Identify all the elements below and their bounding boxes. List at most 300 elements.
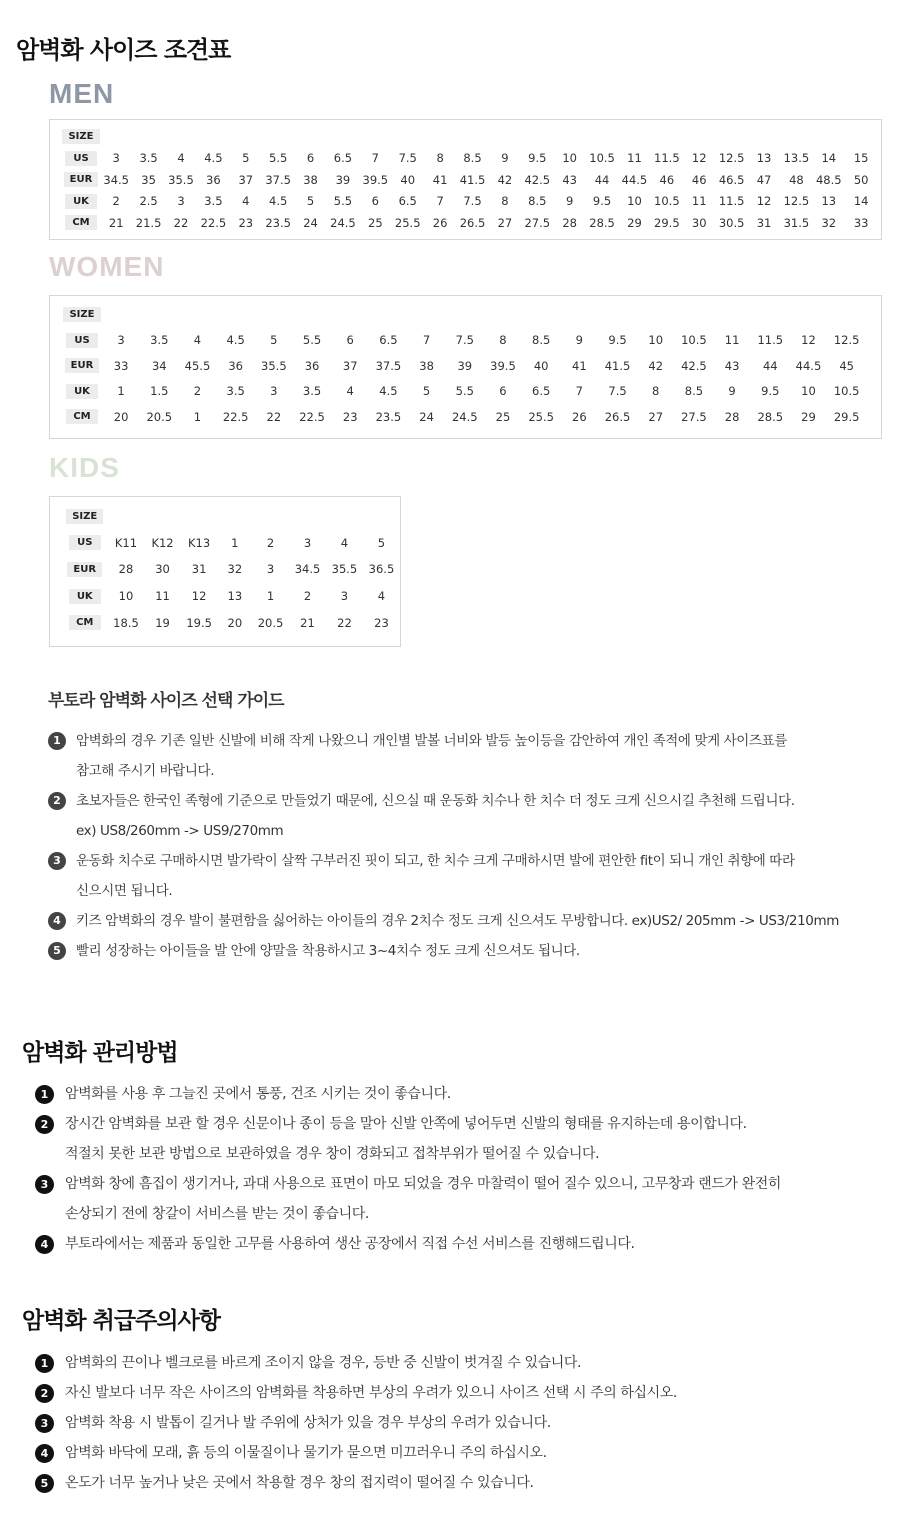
table-cell: 4 [377, 589, 386, 604]
table-cell: 3 [270, 384, 278, 399]
table-cell: 26 [572, 409, 587, 424]
table-cell: 12 [191, 589, 207, 604]
table-cell [715, 126, 747, 148]
table-cell: 46 [691, 172, 707, 187]
table-cell: 11 [724, 333, 740, 348]
table-cell: 8.5 [528, 194, 547, 209]
table-cell: K12 [151, 535, 174, 550]
table-cell: 2.5 [139, 194, 158, 209]
table-cell: 9 [566, 194, 574, 209]
table-cell: 19 [155, 615, 170, 630]
table-cell: 2 [112, 194, 120, 209]
table-cell: 3 [117, 333, 125, 348]
table-cell: 1 [231, 535, 239, 550]
table-cell: 45 [839, 358, 854, 373]
table-cell: 30 [155, 562, 170, 577]
row-label [62, 530, 108, 557]
size-guide-list [48, 726, 868, 966]
table-cell [446, 302, 484, 328]
table-cell: 23.5 [375, 409, 402, 424]
row-label [62, 126, 100, 148]
table-cell [751, 302, 789, 328]
table-cell: 35.5 [331, 562, 358, 577]
table-cell: 11 [627, 151, 642, 166]
table-cell: 28 [562, 215, 577, 230]
list-item [48, 846, 868, 876]
number-badge-icon: 1 [35, 1354, 54, 1373]
table-cell: 48.5 [815, 172, 842, 187]
table-cell: 3.5 [302, 384, 322, 399]
table-cell: 3.5 [150, 333, 169, 348]
table-cell: 7 [436, 194, 444, 209]
table-cell: 3 [266, 562, 275, 577]
table-cell [683, 126, 715, 148]
table-cell [713, 302, 751, 328]
table-cell: 7.5 [455, 333, 474, 348]
table-cell: 36 [206, 172, 221, 187]
table-row [62, 302, 866, 328]
table-cell: 24.5 [451, 409, 478, 424]
table-cell: K13 [188, 535, 211, 550]
table-cell: 30.5 [718, 215, 745, 230]
table-cell: 37 [238, 172, 254, 187]
table-cell: 30 [691, 215, 707, 230]
table-cell: 5.5 [455, 384, 474, 399]
table-cell: 47 [756, 172, 772, 187]
table-row [62, 609, 400, 636]
list-item-text: 암벽화 착용 시 발톱이 길거나 발 주위에 상처가 있을 경우 부상의 우려가 있습니다. [65, 1415, 551, 1431]
table-cell: 10 [562, 151, 577, 166]
table-cell: 42.5 [524, 172, 551, 187]
table-cell: 7.5 [398, 151, 417, 166]
table-cell: 24 [419, 409, 434, 424]
table-cell: 5 [306, 194, 315, 209]
table-cell: 8 [436, 151, 444, 166]
table-cell [102, 302, 140, 328]
table-cell: 5 [270, 333, 278, 348]
table-cell: 31 [191, 562, 207, 577]
table-cell [132, 126, 164, 148]
table-cell: 44 [762, 358, 778, 373]
list-item-text: 손상되기 전에 창갈이 서비스를 받는 것이 좋습니다. [65, 1206, 369, 1222]
table-cell: 12.5 [783, 194, 810, 209]
row-label [62, 212, 100, 234]
table-cell: 20 [227, 615, 243, 630]
list-item-text: 빨리 성장하는 아이들을 발 안에 양말을 착용하시고 3~4치수 정도 크게 신으셔도 됩니다. [76, 943, 580, 959]
table-cell [456, 126, 488, 148]
list-item [48, 816, 868, 846]
row-label [62, 302, 102, 328]
table-cell: 24 [303, 215, 318, 230]
list-item [35, 1169, 855, 1199]
table-cell: 28.5 [757, 409, 784, 424]
table-cell: K11 [114, 535, 138, 550]
table-cell [165, 126, 197, 148]
list-item-text: 장시간 암벽화를 보관 할 경우 신문이나 종이 등을 말아 신발 안쪽에 넣어두면 신발의 형태를 유지하는데 용이합니다. [65, 1116, 747, 1132]
table-cell: 37.5 [265, 172, 291, 187]
table-cell: 3 [340, 589, 349, 604]
row-label-text: US [66, 333, 98, 348]
list-item-text: 암벽화의 끈이나 벨크로를 바르게 조이지 않을 경우, 등반 중 신발이 벗겨질 수 있습니다. [65, 1355, 582, 1371]
table-cell: 44.5 [795, 358, 822, 373]
women-section-label: WOMEN [49, 251, 165, 282]
table-cell: 4 [177, 151, 185, 166]
table-cell [598, 302, 636, 328]
table-cell: 12 [801, 333, 816, 348]
table-cell: 7.5 [463, 194, 482, 209]
table-cell: 34 [151, 358, 167, 373]
table-cell: 3.5 [204, 194, 223, 209]
table-cell: 15 [853, 151, 869, 166]
row-label-text: US [69, 535, 101, 550]
row-label-text: EUR [67, 562, 102, 577]
table-cell [144, 503, 180, 530]
list-item [35, 1229, 855, 1259]
table-cell: 9.5 [608, 333, 627, 348]
table-cell: 34.5 [103, 172, 129, 187]
table-cell: 10.5 [681, 333, 707, 348]
table-cell: 41 [432, 172, 448, 187]
number-badge-icon: 3 [48, 852, 66, 870]
table-row [62, 353, 866, 379]
row-label [62, 148, 100, 170]
table-cell: 46.5 [718, 172, 745, 187]
table-cell: 4 [193, 333, 202, 348]
table-row [62, 212, 877, 234]
table-cell: 13.5 [783, 151, 810, 166]
table-cell: 10 [627, 194, 642, 209]
table-cell: 6.5 [532, 384, 551, 399]
row-label-text: CM [66, 409, 98, 424]
table-cell [252, 503, 289, 530]
table-cell: 7 [371, 151, 379, 166]
table-cell [780, 126, 812, 148]
table-cell: 41 [572, 358, 587, 373]
table-cell: 21 [300, 615, 315, 630]
table-cell: 18.5 [113, 615, 139, 630]
women-size-table [49, 295, 882, 439]
row-label [62, 404, 102, 430]
table-cell: 11.5 [757, 333, 784, 348]
list-item [35, 1408, 855, 1438]
table-cell: 32 [227, 562, 243, 577]
table-cell: 14 [821, 151, 837, 166]
table-cell [522, 302, 560, 328]
table-cell: 29.5 [654, 215, 680, 230]
list-item-text: 암벽화 창에 흠집이 생기거나, 과대 사용으로 표면이 마모 되었을 경우 마찰력이 떨어 질수 있으니, 고무창과 랜드가 완전히 [65, 1176, 781, 1192]
table-cell: 25 [495, 409, 511, 424]
row-label [62, 328, 102, 354]
table-cell: 10.5 [654, 194, 680, 209]
table-cell: 8 [652, 384, 660, 399]
table-cell [424, 126, 456, 148]
table-cell: 9.5 [761, 384, 780, 399]
table-cell: 3 [177, 194, 185, 209]
table-cell: 7.5 [608, 384, 627, 399]
caution-list [35, 1348, 855, 1498]
table-cell [618, 126, 650, 148]
table-row [62, 530, 400, 557]
table-cell: 7 [575, 384, 583, 399]
table-cell [217, 302, 255, 328]
table-cell: 20.5 [257, 615, 284, 630]
table-cell: 10.5 [833, 384, 860, 399]
number-badge-icon: 2 [35, 1115, 54, 1134]
care-list [35, 1079, 855, 1259]
table-cell: 40 [533, 358, 549, 373]
table-cell: 19.5 [186, 615, 212, 630]
kids-section-label: KIDS [49, 452, 120, 483]
table-cell: 36 [304, 358, 320, 373]
table-cell: 3.5 [226, 384, 245, 399]
table-cell: 10.5 [589, 151, 615, 166]
list-item-text: 암벽화 바닥에 모래, 흙 등의 이물질이나 물기가 묻으면 미끄러우니 주의 하십시오. [65, 1445, 547, 1461]
table-cell: 22 [266, 409, 282, 424]
table-cell: 23 [374, 615, 389, 630]
table-cell [178, 302, 216, 328]
table-cell: 20.5 [146, 409, 173, 424]
row-label-text: EUR [65, 358, 100, 373]
list-item-text: 온도가 너무 높거나 낮은 곳에서 착용할 경우 창의 접지력이 떨어질 수 있습니다. [65, 1475, 534, 1491]
table-cell: 33 [113, 358, 129, 373]
row-label [62, 379, 102, 405]
table-cell: 12 [756, 194, 772, 209]
table-cell: 31 [756, 215, 772, 230]
number-badge-icon: 4 [35, 1235, 54, 1254]
table-cell: 5 [242, 151, 250, 166]
table-cell: 42.5 [681, 358, 707, 373]
list-item [35, 1109, 855, 1139]
table-cell [489, 126, 521, 148]
table-cell: 11 [155, 589, 170, 604]
list-item [48, 876, 868, 906]
table-cell: 3.5 [139, 151, 158, 166]
number-badge-icon: 2 [35, 1384, 54, 1403]
table-cell [218, 503, 252, 530]
table-cell: 39 [457, 358, 473, 373]
table-cell: 23 [342, 409, 358, 424]
table-cell: 1 [193, 409, 202, 424]
table-row [62, 126, 877, 148]
table-cell: 4.5 [204, 151, 223, 166]
table-cell: 27 [497, 215, 513, 230]
table-cell: 22 [173, 215, 189, 230]
table-cell [845, 126, 877, 148]
table-cell: 32 [821, 215, 837, 230]
table-cell: 1 [117, 384, 125, 399]
table-row [62, 556, 400, 583]
table-cell: 45.5 [184, 358, 211, 373]
table-cell: 23 [238, 215, 254, 230]
list-item [48, 936, 868, 966]
table-cell: 3 [303, 535, 312, 550]
table-cell: 34.5 [294, 562, 321, 577]
table-cell: 5.5 [333, 194, 353, 209]
table-cell: 4.5 [269, 194, 288, 209]
table-cell: 22.5 [299, 409, 325, 424]
table-cell: 2 [193, 384, 202, 399]
table-cell [748, 126, 780, 148]
list-item [35, 1199, 855, 1229]
table-cell: 6 [499, 384, 507, 399]
list-item [48, 726, 868, 756]
list-item-text: 부토라에서는 제품과 동일한 고무를 사용하여 생산 공장에서 직접 수선 서비스를 진행해드립니다. [65, 1236, 635, 1252]
table-cell: 44 [594, 172, 610, 187]
table-cell [560, 302, 598, 328]
list-item-text: 암벽화를 사용 후 그늘진 곳에서 통풍, 건조 시키는 것이 좋습니다. [65, 1086, 451, 1102]
list-item [35, 1139, 855, 1169]
table-cell: 36 [228, 358, 243, 373]
table-cell: 12.5 [718, 151, 745, 166]
table-cell [651, 126, 683, 148]
table-cell [408, 302, 446, 328]
table-cell: 25 [368, 215, 383, 230]
list-item-text: 암벽화의 경우 기존 일반 신발에 비해 작게 나왔으니 개인별 발볼 너비와 발등 높이등을 감안하여 개인 족적에 맞게 사이즈표를 [76, 733, 787, 749]
table-cell: 10 [118, 589, 134, 604]
table-cell: 27.5 [681, 409, 707, 424]
row-label-text: UK [69, 589, 101, 604]
table-row [62, 191, 877, 213]
table-cell: 35 [141, 172, 156, 187]
table-cell: 33 [853, 215, 869, 230]
table-cell: 41.5 [459, 172, 486, 187]
table-cell [392, 126, 424, 148]
table-cell: 9 [728, 384, 736, 399]
table-cell: 36.5 [368, 562, 395, 577]
list-item-text: 적절치 못한 보관 방법으로 보관하였을 경우 창이 경화되고 접착부위가 떨어질 수 있습니다. [65, 1146, 600, 1162]
table-cell: 29 [801, 409, 816, 424]
table-cell [331, 302, 369, 328]
table-cell: 9 [575, 333, 583, 348]
table-cell [326, 503, 363, 530]
table-cell: 28.5 [589, 215, 615, 230]
table-cell: 6.5 [379, 333, 398, 348]
table-cell: 21 [108, 215, 124, 230]
list-item [35, 1468, 855, 1498]
table-cell [828, 302, 866, 328]
row-label-text: EUR [64, 172, 99, 187]
table-cell: 26.5 [604, 409, 631, 424]
table-cell: 22.5 [222, 409, 249, 424]
list-item-text: 신으시면 됩니다. [76, 883, 173, 899]
table-cell [813, 126, 845, 148]
table-cell: 25.5 [528, 409, 554, 424]
table-cell: 13 [227, 589, 243, 604]
table-cell: 40 [400, 172, 416, 187]
table-cell [789, 302, 827, 328]
table-cell: 13 [756, 151, 772, 166]
table-cell [289, 503, 326, 530]
men-section-label: MEN [49, 78, 115, 109]
table-cell [108, 503, 145, 530]
table-cell: 1.5 [150, 384, 169, 399]
table-cell: 29.5 [833, 409, 860, 424]
kids-table [62, 503, 400, 636]
table-cell: 5 [377, 535, 386, 550]
table-cell: 39.5 [490, 358, 516, 373]
men-size-table [49, 119, 882, 240]
table-row [62, 379, 866, 405]
table-cell [197, 126, 229, 148]
table-cell: 12.5 [833, 333, 860, 348]
list-item [48, 906, 868, 936]
row-label [62, 503, 108, 530]
row-label-text: US [65, 151, 97, 166]
number-badge-icon: 5 [35, 1474, 54, 1493]
table-cell: 8 [501, 194, 509, 209]
table-cell: 9 [501, 151, 509, 166]
table-cell: 5.5 [302, 333, 322, 348]
table-cell [294, 126, 326, 148]
number-badge-icon: 5 [48, 942, 66, 960]
list-item [48, 756, 868, 786]
list-item [35, 1079, 855, 1109]
table-cell: 41.5 [604, 358, 631, 373]
table-cell: 25.5 [394, 215, 421, 230]
table-cell: 9.5 [592, 194, 612, 209]
table-cell [359, 126, 391, 148]
table-cell: 14 [853, 194, 869, 209]
table-cell: 4.5 [226, 333, 245, 348]
table-cell: 8.5 [532, 333, 551, 348]
table-row [62, 503, 400, 530]
table-cell: 10 [801, 384, 816, 399]
number-badge-icon: 4 [35, 1444, 54, 1463]
table-cell: 2 [266, 535, 275, 550]
table-cell [369, 302, 407, 328]
row-label [62, 353, 102, 379]
number-badge-icon: 2 [48, 792, 66, 810]
list-item-text: 초보자들은 한국인 족형에 기준으로 만들었기 때문에, 신으실 때 운동화 치수나 한 치수 더 정도 크게 신으시길 추천해 드립니다. [76, 793, 795, 809]
table-cell [230, 126, 262, 148]
table-cell [553, 126, 585, 148]
table-cell: 8.5 [684, 384, 704, 399]
table-cell: 4 [242, 194, 250, 209]
table-cell: 38 [303, 172, 318, 187]
row-label [62, 609, 108, 636]
table-cell: 28 [724, 409, 740, 424]
table-cell [293, 302, 331, 328]
table-cell: 5.5 [269, 151, 288, 166]
table-cell: 35.5 [261, 358, 287, 373]
table-row [62, 148, 877, 170]
number-badge-icon: 1 [48, 732, 66, 750]
table-cell [586, 126, 618, 148]
table-cell [255, 302, 293, 328]
table-cell: 8.5 [463, 151, 482, 166]
table-cell: 50 [853, 172, 869, 187]
table-cell: 5 [422, 384, 431, 399]
table-cell: 6.5 [333, 151, 353, 166]
list-item [35, 1438, 855, 1468]
table-cell: 11.5 [718, 194, 745, 209]
table-cell: 6 [306, 151, 315, 166]
row-label-text: SIZE [62, 129, 99, 144]
list-item [35, 1378, 855, 1408]
table-cell: 26 [432, 215, 448, 230]
table-cell: 43 [562, 172, 577, 187]
table-cell: 20 [113, 409, 129, 424]
table-cell: 6 [346, 333, 354, 348]
table-cell: 39 [335, 172, 351, 187]
row-label [62, 169, 100, 191]
table-cell [140, 302, 178, 328]
table-cell: 27 [648, 409, 664, 424]
table-row [62, 328, 866, 354]
table-row [62, 169, 877, 191]
table-cell: 3 [112, 151, 120, 166]
table-cell: 9.5 [528, 151, 547, 166]
